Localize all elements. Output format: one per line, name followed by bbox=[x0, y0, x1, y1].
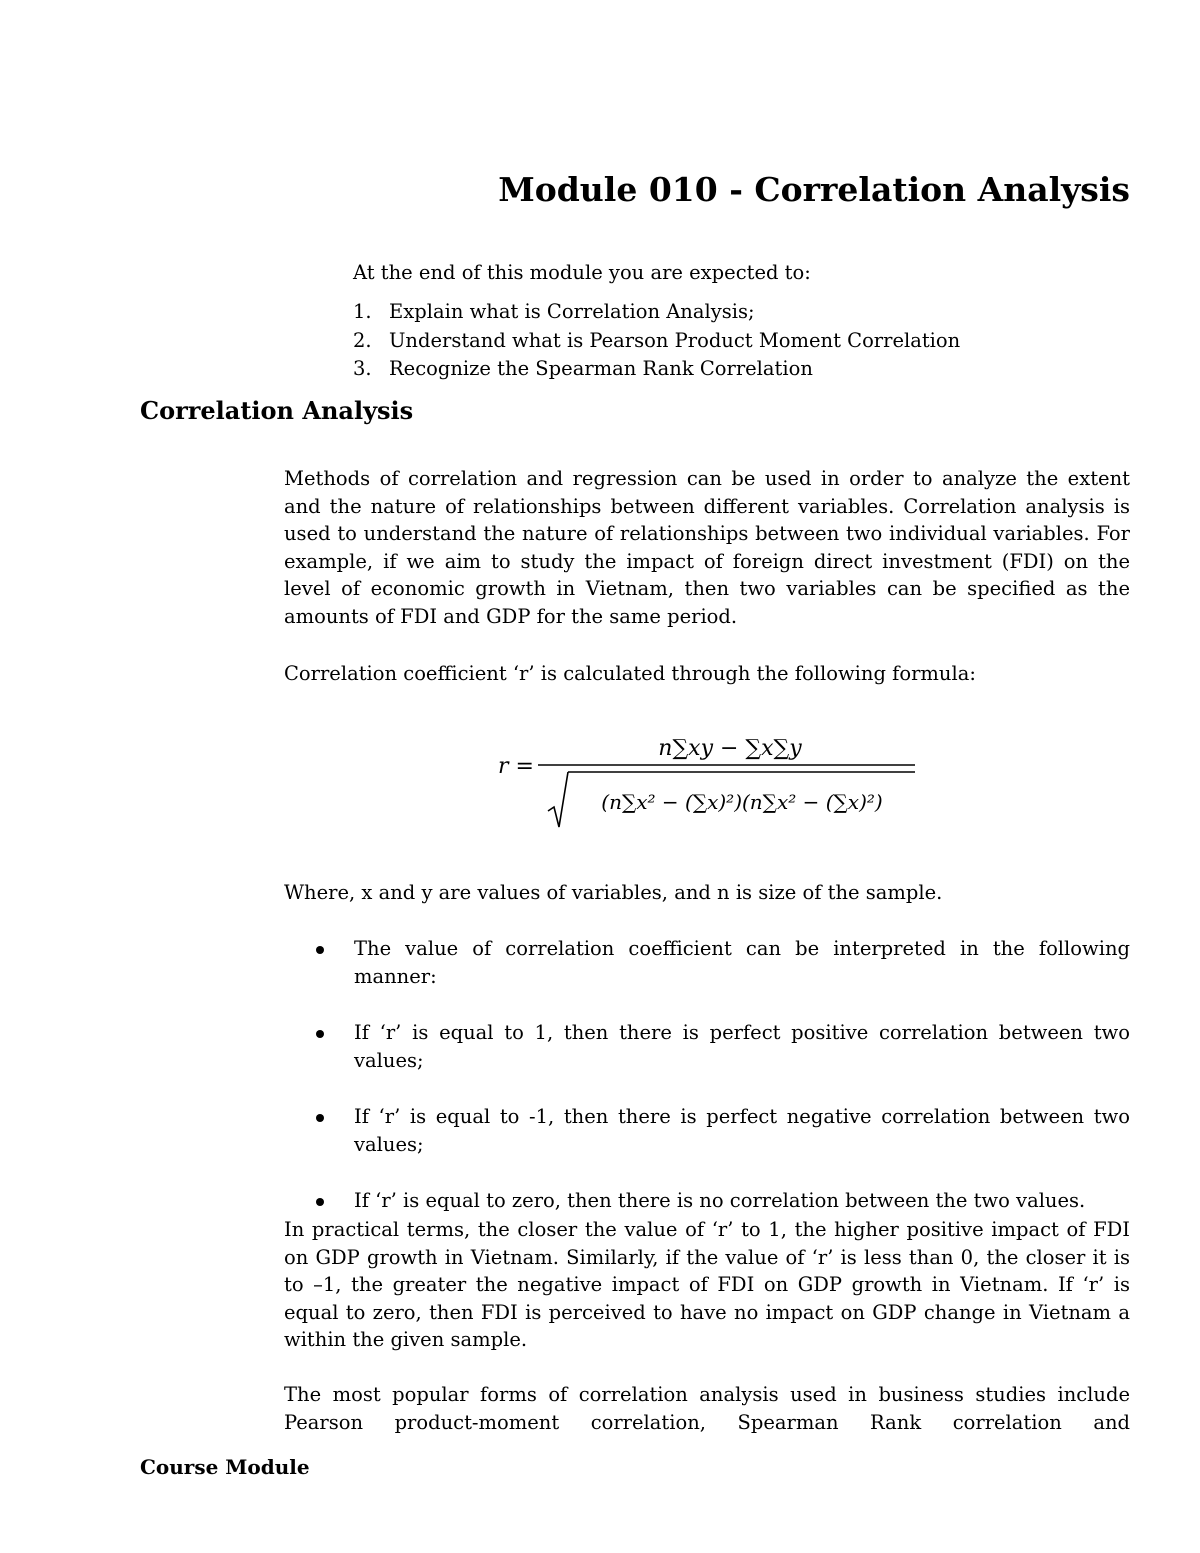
list-item bbox=[316, 935, 1130, 990]
sqrt-sign bbox=[548, 772, 568, 827]
module-title: Module 010 - Correlation Analysis bbox=[498, 170, 1130, 209]
correlation-formula bbox=[470, 725, 930, 835]
objective-item bbox=[353, 357, 960, 386]
list-item-text: If ‘r’ is equal to -1, then there is perfect negative correlation between two values; bbox=[354, 1105, 1130, 1156]
objective-number: 2. bbox=[353, 328, 372, 352]
bullet-icon bbox=[316, 1198, 324, 1206]
formula-svg bbox=[470, 725, 930, 835]
bullet-icon bbox=[316, 946, 324, 954]
section-heading: Correlation Analysis bbox=[140, 396, 414, 425]
objective-item bbox=[353, 329, 960, 358]
list-item-text: If ‘r’ is equal to 1, then there is perfect positive correlation between two values; bbox=[354, 1021, 1130, 1072]
formula-denominator: (n∑x² − (∑x)²)(n∑x² − (∑x)²) bbox=[601, 790, 883, 814]
objectives-list bbox=[353, 300, 960, 386]
list-item-text: The value of correlation coefficient can be interpreted in the following manner: bbox=[354, 937, 1130, 988]
objective-text: Recognize the Spearman Rank Correlation bbox=[389, 357, 813, 380]
practical-paragraph: In practical terms, the closer the value of ‘r’ to 1, the higher positive impact of FDI on GDP growth in Vietnam. Similarly, if the value of ‘r’ is less than 0, the closer it is to –1, the greater the negative impact of FDI on GDP growth in Vietnam. If ‘r’ is equal to zero, then FDI is perceived to have no impact on GDP change in Vietnam a within the given sample. bbox=[284, 1218, 1130, 1351]
where-text: Where, x and y are values of variables, and n is size of the sample. bbox=[284, 881, 943, 904]
formula-lhs: r = bbox=[498, 754, 534, 779]
formula-numerator: n∑xy − ∑x∑y bbox=[658, 736, 802, 761]
list-item bbox=[316, 1103, 1130, 1158]
intro-paragraph: Methods of correlation and regression can be used in order to analyze the extent and the nature of relationships between different variables. Correlation analysis is used to understand the nature of relationships between two individual variables. For example, if we aim to study the impact of foreign direct investment (FDI) on the level of economic growth in Vietnam, then two variables can be specified as the amounts of FDI and GDP for the same period. bbox=[284, 467, 1130, 628]
objective-text: Understand what is Pearson Product Moment Correlation bbox=[389, 328, 961, 352]
page-footer: Course Module bbox=[140, 1455, 310, 1479]
bullet-icon bbox=[316, 1030, 324, 1038]
objective-item bbox=[353, 300, 960, 329]
list-item bbox=[316, 1019, 1130, 1074]
objective-number: 1. bbox=[353, 300, 372, 323]
objective-text: Explain what is Correlation Analysis; bbox=[389, 300, 755, 323]
interpretation-list bbox=[316, 935, 1130, 1244]
coefficient-intro: Correlation coefficient ‘r’ is calculated through the following formula: bbox=[284, 662, 976, 685]
list-item bbox=[316, 1187, 1130, 1215]
objectives-intro: At the end of this module you are expected to: bbox=[353, 261, 811, 284]
popular-forms-paragraph: The most popular forms of correlation analysis used in business studies include Pearson product-moment correlation, Spearman Rank correlation and bbox=[284, 1383, 1130, 1434]
bullet-icon bbox=[316, 1114, 324, 1122]
list-item-text: If ‘r’ is equal to zero, then there is no correlation between the two values. bbox=[354, 1189, 1086, 1212]
objective-number: 3. bbox=[353, 357, 372, 380]
